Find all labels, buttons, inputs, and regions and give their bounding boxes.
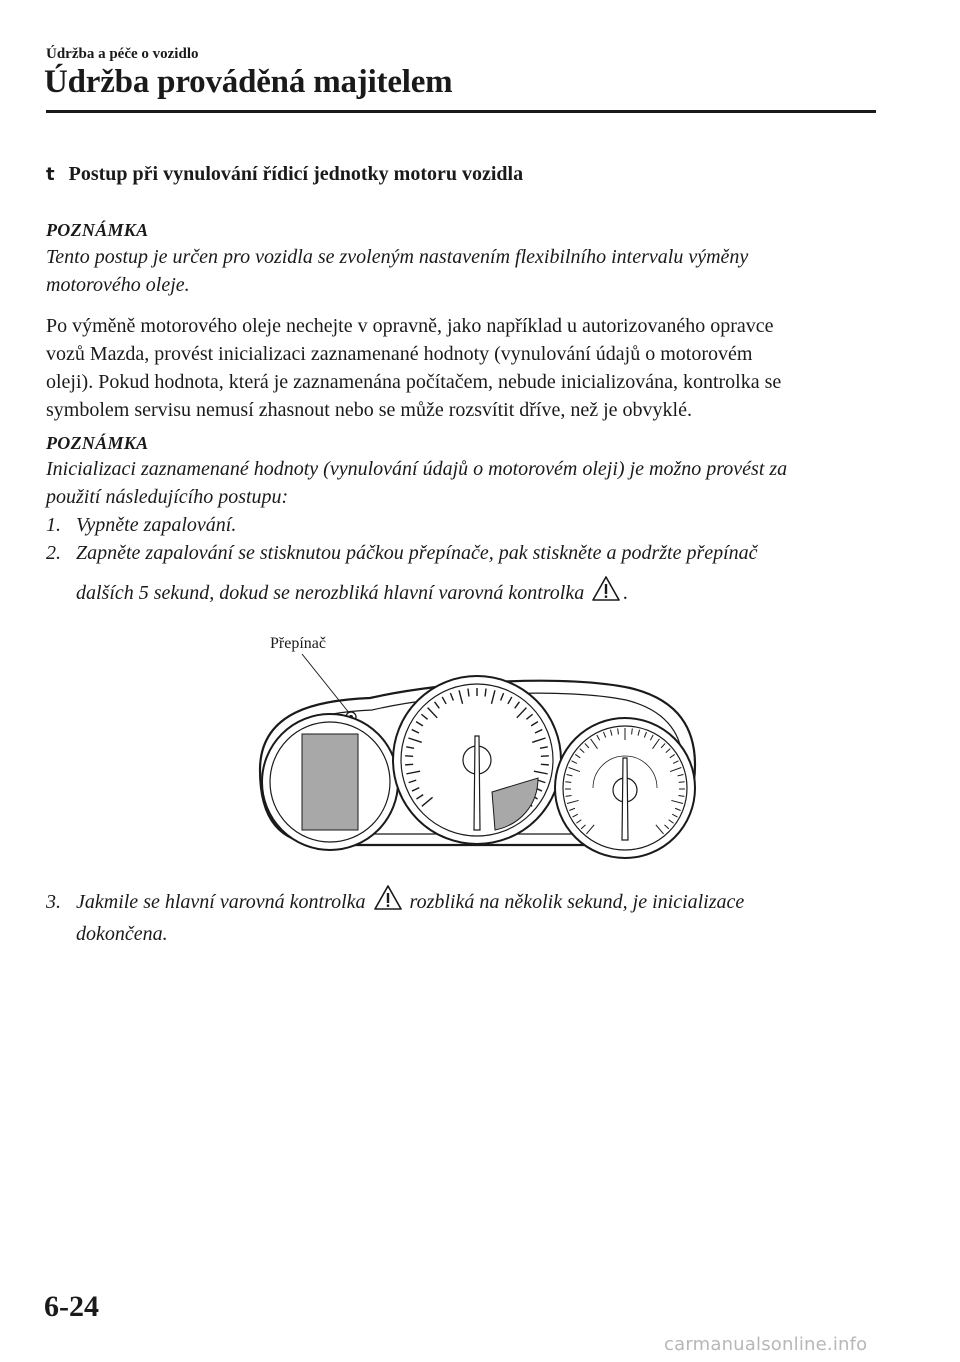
note-label: POZNÁMKA <box>46 433 149 453</box>
body-line: oleji). Pokud hodnota, která je zaznamenána počítačem, nebude inicializována, kontrolka se <box>46 371 782 393</box>
list-item <box>46 539 886 611</box>
body-paragraph <box>46 312 886 424</box>
left-gauge <box>262 714 398 850</box>
breadcrumb: Údržba a péče o vozidlo <box>46 46 199 62</box>
note-text-line: Inicializaci zaznamenané hodnoty (vynulování údajů o motorovém oleji) je možno provést za <box>46 458 788 480</box>
instrument-cluster-diagram <box>250 630 700 875</box>
gauge-tick <box>541 764 549 765</box>
page-number: 6-24 <box>44 1290 99 1323</box>
switch-callout-label: Přepínač <box>270 635 326 652</box>
note-text-line: použití následujícího postupu: <box>46 486 289 508</box>
step-text: dokončena. <box>76 923 168 945</box>
warning-triangle-icon <box>591 575 621 611</box>
step-number: 3. <box>46 891 61 913</box>
body-line: vozů Mazda, provést inicializaci zaznamenané hodnoty (vynulování údajů o motorovém <box>46 343 753 365</box>
step-text: Vypněte zapalování. <box>76 514 237 536</box>
section-heading-text: Postup při vynulování řídicí jednotky motoru vozidla <box>68 163 524 185</box>
body-line: Po výměně motorového oleje nechejte v opravně, jako například u autorizovaného opravce <box>46 315 774 337</box>
watermark: carmanualsonline.info <box>664 1334 868 1355</box>
gauge-tick <box>468 689 469 697</box>
gauge-tick <box>485 689 486 697</box>
step-text: Zapněte zapalování se stisknutou páčkou přepínače, pak stiskněte a podržte přepínač <box>76 542 758 564</box>
note-text <box>46 455 886 511</box>
note-text <box>46 243 886 299</box>
body-line: symbolem servisu nemusí zhasnout nebo se může rozsvítit dříve, než je obvyklé. <box>46 399 692 421</box>
step-number: 1. <box>46 514 61 536</box>
note-label: POZNÁMKA <box>46 220 149 240</box>
step-text-suffix: . <box>623 582 629 604</box>
section-heading <box>46 163 523 186</box>
gauge-tick <box>565 782 571 783</box>
speedometer-gauge <box>555 718 695 858</box>
step-text: rozbliká na několik sekund, je inicializace <box>409 891 745 913</box>
page-title: Údržba prováděná majitelem <box>44 64 453 100</box>
step-number: 2. <box>46 542 61 564</box>
gauge-tick <box>679 782 685 783</box>
title-divider <box>46 110 876 113</box>
callout-leader-line <box>302 654 350 714</box>
list-item <box>46 511 886 539</box>
step-text: dalších 5 sekund, dokud se nerozbliká hlavní varovná kontrolka <box>76 582 585 604</box>
warning-triangle-icon <box>373 884 403 920</box>
step-text: Jakmile se hlavní varovná kontrolka <box>76 891 366 913</box>
note-text-line: motorového oleje. <box>46 274 190 296</box>
tachometer-gauge <box>393 676 561 844</box>
note-text-line: Tento postup je určen pro vozidla se zvoleným nastavením flexibilního intervalu výměny <box>46 246 749 268</box>
list-item <box>46 884 886 948</box>
gauge-tick <box>405 764 413 765</box>
section-bullet-icon: t <box>46 164 55 185</box>
